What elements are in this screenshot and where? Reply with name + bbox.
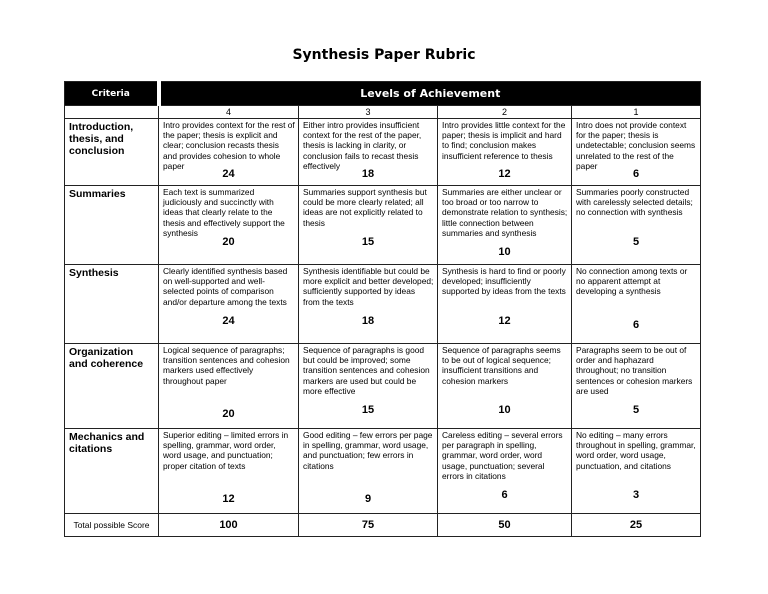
table-row [65,429,701,514]
cell-description: Summaries support synthesis but could be more clearly related; all ideas are not explicitly related to thesis [303,187,427,228]
total-score: 100 [159,514,299,537]
rubric-cell [159,265,299,344]
cell-score: 6 [632,319,640,331]
table-header-row [65,82,701,106]
rubric-cell [572,344,701,429]
blank-cell [65,106,159,119]
cell-description: Either intro provides insufficient context for the rest of the paper, thesis is lacking in clarity, or conclusion fails to recast thesis effectively [303,120,422,171]
rubric-cell [159,429,299,514]
criterion-label: Synthesis [65,265,159,344]
cell-score: 24 [222,315,235,327]
cell-score: 5 [632,404,640,416]
rubric-cell [159,344,299,429]
criterion-label: Mechanics and citations [65,429,159,514]
rubric-cell [299,344,438,429]
cell-description: Paragraphs seem to be out of order and haphazard throughout; no transition sentences or cohesion markers are used [576,345,693,396]
criterion-label: Organization and coherence [65,344,159,429]
rubric-cell [572,429,701,514]
level-number: 1 [572,106,701,119]
rubric-cell [572,119,701,186]
level-number: 4 [159,106,299,119]
level-number-row [65,106,701,119]
rubric-table [64,81,701,537]
cell-score: 10 [498,246,511,258]
rubric-cell [299,186,438,265]
cell-description: Summaries are either unclear or too broad or too narrow to demonstrate relation to synthesis; little connection between summaries and synthesis [442,187,568,238]
rubric-cell [159,186,299,265]
cell-score: 18 [361,168,375,180]
table-row [65,344,701,429]
total-score: 75 [299,514,438,537]
cell-description: Sequence of paragraphs seems to be out of logical sequence; insufficient transitions and cohesion markers [442,345,561,386]
cell-description: Good editing – few errors per page in spelling, grammar, word usage, and punctuation; few errors in citations [303,430,433,471]
cell-score: 12 [498,168,511,180]
cell-description: Intro does not provide context for the paper; thesis is undetectable; conclusion seems unrelated to the rest of the paper [576,120,696,171]
rubric-cell [572,186,701,265]
cell-score: 15 [361,404,375,416]
level-number: 2 [438,106,572,119]
rubric-cell [299,429,438,514]
cell-score: 15 [361,236,375,248]
rubric-cell [299,265,438,344]
cell-description: Clearly identified synthesis based on well-supported and well-selected points of comparison and/or departure among the texts [163,266,288,307]
level-number: 3 [299,106,438,119]
rubric-cell [438,119,572,186]
levels-header: Levels of Achievement [159,82,701,106]
cell-score: 12 [498,315,511,327]
cell-score: 24 [222,168,235,180]
cell-score: 20 [222,408,235,420]
rubric-cell [159,119,299,186]
cell-score: 5 [632,236,640,248]
cell-description: Synthesis is hard to find or poorly developed; insufficiently supported by ideas from the texts [442,266,566,297]
rubric-cell [438,186,572,265]
cell-description: Intro provides context for the rest of the paper; thesis is explicit and clear; conclusion recasts thesis and provides cohesion to whole paper [163,120,295,171]
cell-description: Sequence of paragraphs is good but could be improved; some transition sentences and cohesion markers are used but could be more effective [303,345,430,396]
rubric-cell [438,265,572,344]
cell-description: Superior editing – limited errors in spelling, grammar, word order, word usage, and punctuation; proper citation of texts [163,430,289,471]
table-row [65,119,701,186]
cell-score: 18 [361,315,375,327]
total-row [65,514,701,537]
cell-description: Each text is summarized judiciously and succinctly with ideas that clearly relate to the thesis and effectively support the synthesis [163,187,285,238]
table-row [65,186,701,265]
criteria-header: Criteria [65,82,159,106]
criterion-label: Summaries [65,186,159,265]
rubric-cell [299,119,438,186]
rubric-cell [438,429,572,514]
rubric-cell [572,265,701,344]
cell-score: 20 [222,236,235,248]
cell-description: Summaries poorly constructed with carelessly selected details; no connection with synthesis [576,187,693,218]
total-score: 25 [572,514,701,537]
cell-score: 6 [501,489,508,501]
cell-score: 6 [632,168,640,180]
cell-score: 9 [364,493,372,505]
total-label: Total possible Score [65,514,159,537]
total-score: 50 [438,514,572,537]
cell-description: No connection among texts or no apparent attempt at developing a synthesis [576,266,688,297]
cell-score: 12 [222,493,235,505]
cell-description: Intro provides little context for the paper; thesis is implicit and hard to find; conclusion makes insufficient reference to thesis [442,120,566,161]
cell-score: 10 [498,404,511,416]
cell-description: Logical sequence of paragraphs; transition sentences and cohesion markers used effectively throughout paper [163,345,290,386]
cell-score: 3 [632,489,640,501]
criterion-label: Introduction, thesis, and conclusion [65,119,159,186]
cell-description: Careless editing – several errors per paragraph in spelling, grammar, word order, word usage, punctuation; several errors in citations [442,430,563,481]
rubric-cell [438,344,572,429]
table-row [65,265,701,344]
page-title: Synthesis Paper Rubric [292,47,476,63]
cell-description: No editing – many errors throughout in spelling, grammar, word order, word usage, punctuation, and citations [576,430,696,471]
cell-description: Synthesis identifiable but could be more explicit and better developed; sufficiently supported by ideas from the texts [303,266,434,307]
